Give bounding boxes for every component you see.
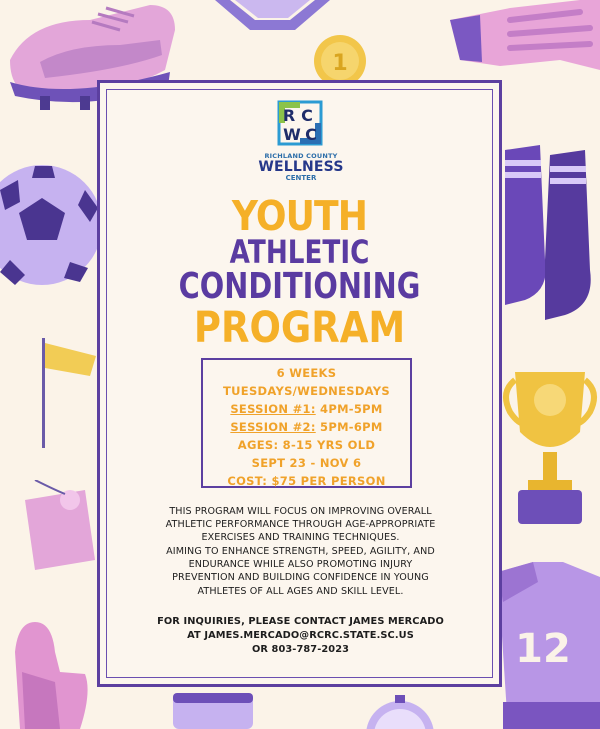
contact-phone: OR 803-787-2023 [251, 644, 350, 655]
whistle-icon [15, 480, 100, 580]
description-line: ATHLETIC PERFORMANCE THROUGH AGE-APPROPRIATE [165, 519, 436, 530]
jersey-icon [498, 562, 600, 729]
medal-icon [303, 28, 377, 86]
svg-text:C: C [305, 125, 317, 144]
svg-text:C: C [301, 106, 313, 125]
description-line: THIS PROGRAM WILL FOCUS ON IMPROVING OVERALL [169, 506, 432, 517]
glove-icon [440, 0, 600, 80]
socks-icon [500, 140, 600, 325]
contact-email: AT JAMES.MERCADO@RCRC.STATE.SC.US [187, 630, 414, 641]
session-2-label: SESSION #2: [230, 420, 316, 434]
rcwc-logo [255, 100, 347, 190]
title-program: PROGRAM [193, 303, 406, 353]
logo-wellness-text: WELLNESS [258, 159, 344, 175]
description-line: AIMING TO ENHANCE STRENGTH, SPEED, AGILITY, AND [166, 546, 435, 557]
logo-center-text: CENTER [285, 174, 317, 182]
flag-icon [28, 338, 98, 448]
logo-county-text: RICHLAND COUNTY [264, 152, 338, 160]
session-1-label: SESSION #1: [230, 402, 316, 416]
logo-mark-icon [277, 100, 323, 146]
contact-line: FOR INQUIRIES, PLEASE CONTACT JAMES MERCADO [157, 616, 444, 627]
duration-text: 6 WEEKS [276, 366, 337, 380]
stopwatch-icon [355, 695, 445, 729]
title-youth: YOUTH [231, 192, 368, 240]
ages-text: AGES: 8-15 YRS OLD [237, 438, 376, 452]
session-1-line [201, 402, 412, 416]
description-line: ATHLETES OF ALL AGES AND SKILL LEVEL. [197, 586, 404, 597]
description-line: ENDURANCE WHILE ALSO PROMOTING INJURY [188, 559, 413, 570]
svg-text:12: 12 [515, 626, 571, 672]
session-2-time: 5PM-6PM [315, 420, 383, 434]
title-conditioning: CONDITIONING [178, 266, 421, 307]
session-2-line [201, 420, 412, 434]
foam-finger-icon [0, 612, 95, 729]
svg-text:W: W [283, 125, 301, 144]
svg-text:R: R [282, 106, 296, 125]
session-1-time: 4PM-5PM [315, 402, 383, 416]
days-text: TUESDAYS/WEDNESDAYS [223, 384, 390, 398]
trophy-icon [500, 362, 600, 530]
title-athletic: ATHLETIC [229, 233, 370, 271]
cost-text: COST: $75 PER PERSON [227, 474, 386, 488]
description-line: EXERCISES AND TRAINING TECHNIQUES. [201, 532, 400, 543]
svg-text:1: 1 [332, 51, 348, 76]
dates-text: SEPT 23 - NOV 6 [251, 456, 362, 470]
description-line: PREVENTION AND BUILDING CONFIDENCE IN YOUNG [172, 572, 429, 583]
calendar-icon [168, 693, 258, 729]
soccer-ball-icon [0, 150, 105, 300]
